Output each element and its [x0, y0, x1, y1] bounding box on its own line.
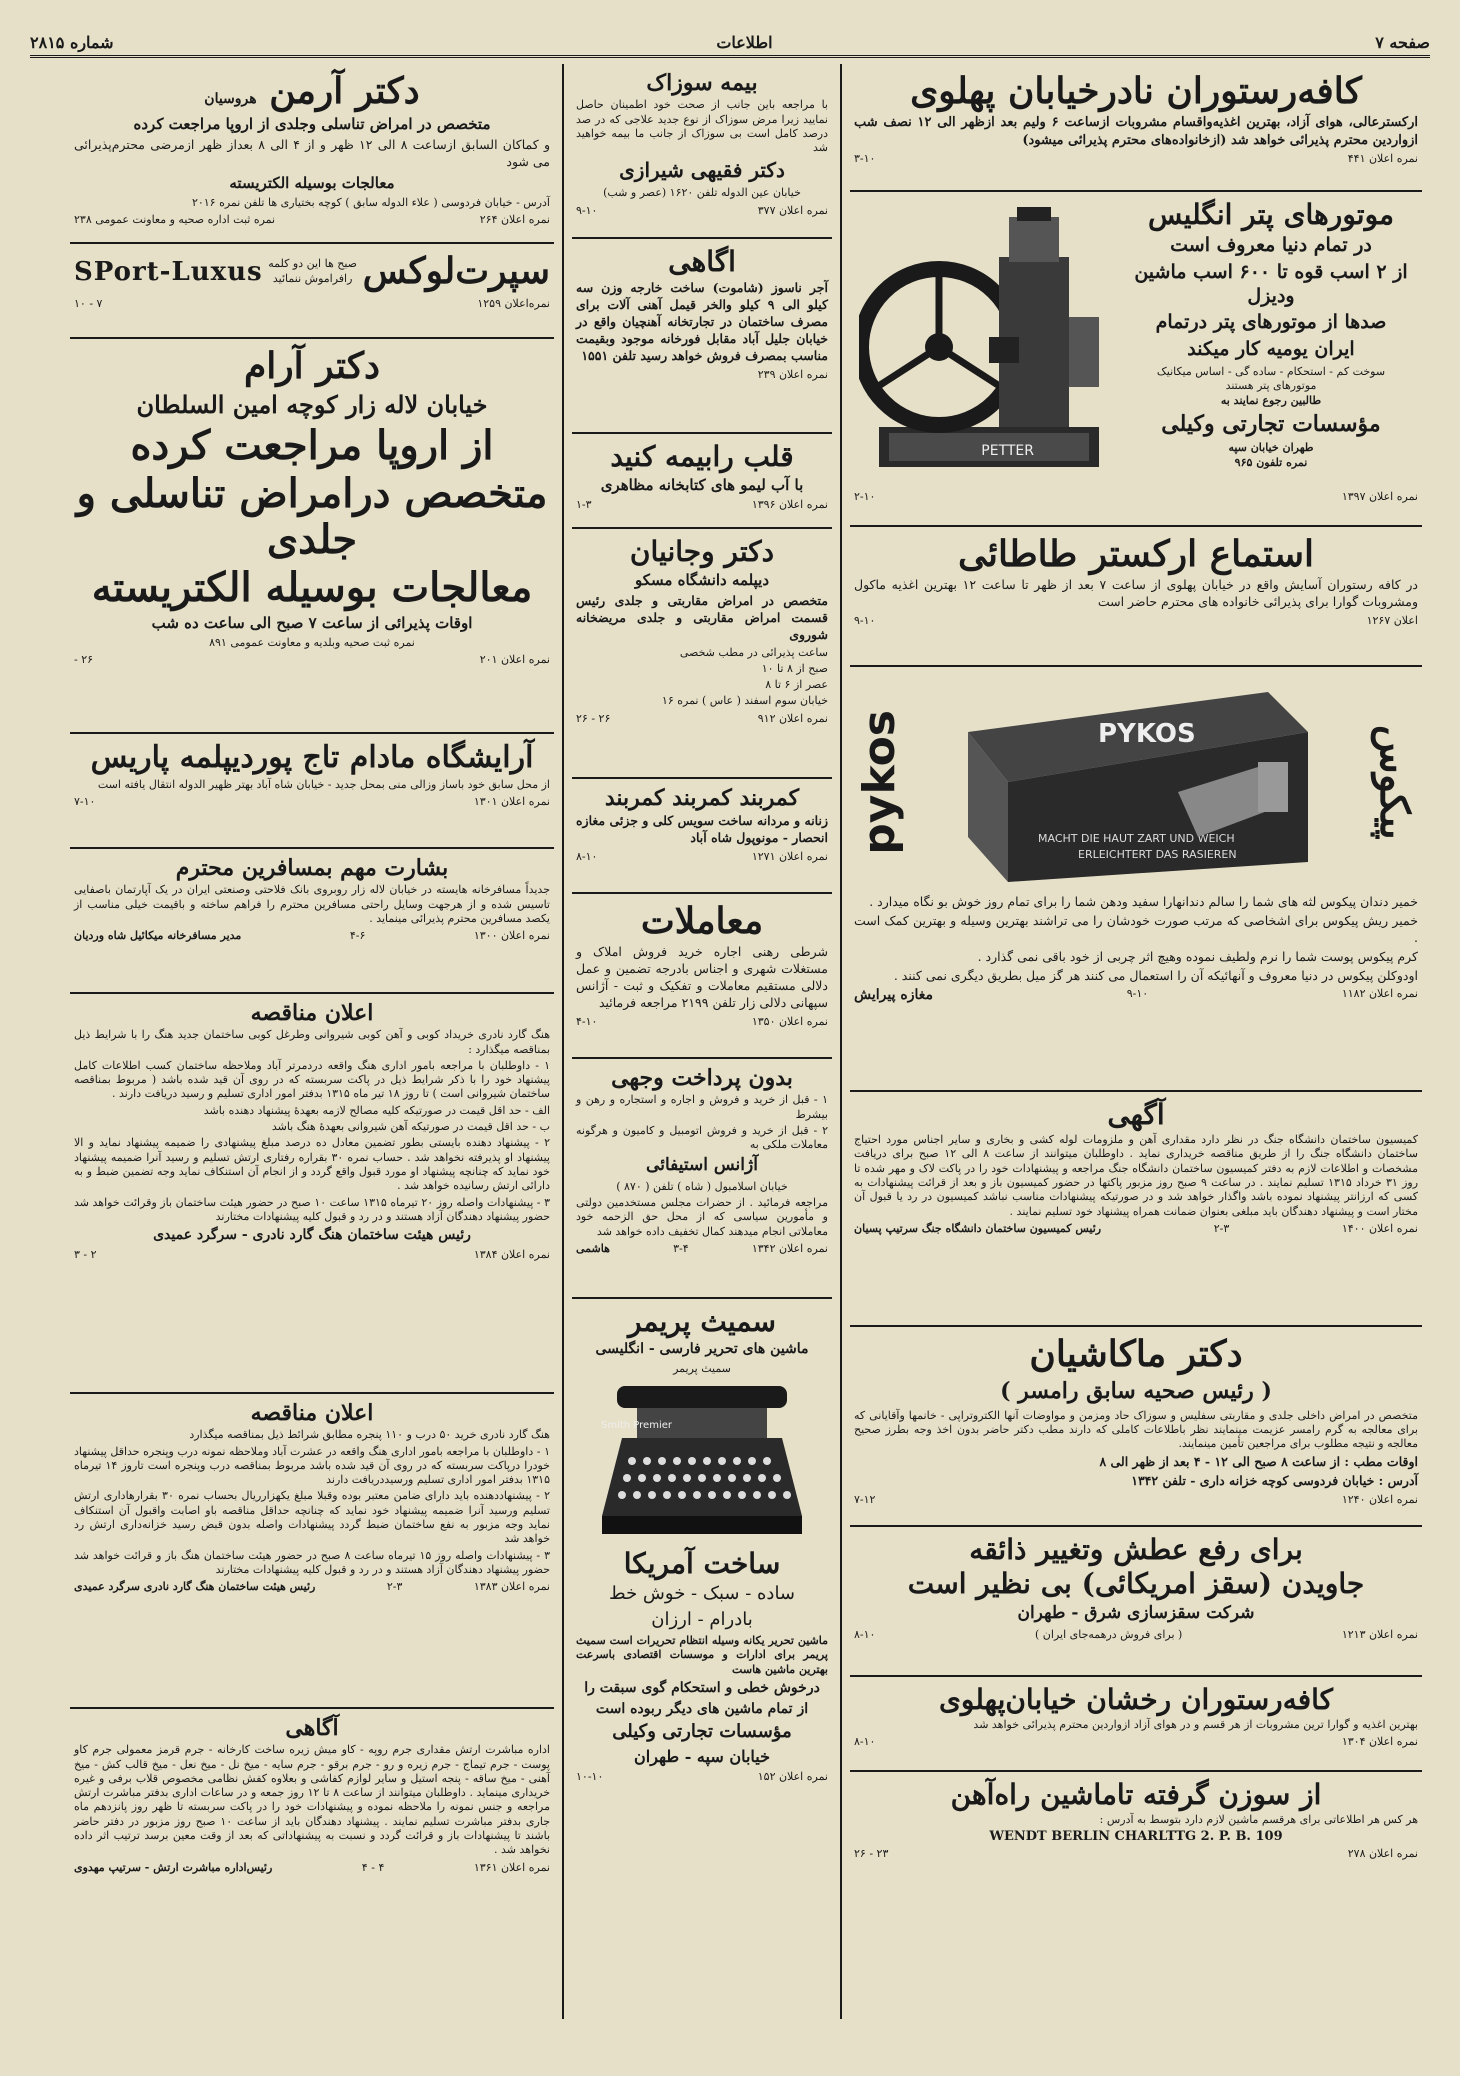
ad-line: سوخت کم - استحکام - ساده گی - اساس میکانیک	[1156, 364, 1386, 378]
ad-title: قلب رابیمه کنید	[610, 440, 794, 473]
ad-body: ارکسترعالی، هوای آزاد، بهترین اغذیه‌واقسام مشروبات ازساعت ۶ ولیم بعد ازظهر الی ۱۲ نصف شب ازواردین محترم پذیرائی خواهد شد (ازخانواده‌های محترم پذیرائی میشود)	[854, 115, 1418, 148]
ad-body: زنانه و مردانه ساخت سویس کلی و جزئی مغازه انحصار - مونوپول شاه آباد	[576, 813, 828, 846]
ad-dr-aram	[70, 339, 554, 734]
diploma: دیپلمه دانشگاه مسکو	[634, 571, 770, 590]
brand-persian: سمیث پریمر	[673, 1361, 731, 1375]
ad-transactions	[572, 894, 832, 1059]
ad-title: کافه‌رستوران رخشان خیابان‌پهلوی	[939, 1683, 1333, 1716]
ad-body: خمیر دندان پیکوس لثه های شما را سالم دندانهارا سفید ودهن شما را برای تمام روز خوش بو نگاه میدارد .	[869, 894, 1418, 909]
ad-number: نمره اعلان ۲۳۹	[757, 367, 828, 381]
ad-dr-makashian	[850, 1327, 1422, 1527]
ad-title: بشارت مهم بمسافرین محترم	[175, 855, 449, 881]
sport-tagline	[268, 257, 357, 286]
box-text: ERLEICHTERT DAS RASIEREN	[1078, 848, 1237, 861]
paper-name: اطلاعات	[716, 33, 773, 52]
ad-number: نمره اعلان ۱۳۹۷	[1341, 490, 1418, 503]
office-hours: اوقات مطب : از ساعت ۸ صبح الی ۱۲ - ۴ بعد از ظهر الی ۸	[1099, 1453, 1418, 1469]
engine-text	[1124, 197, 1418, 487]
tagline-line: صبح ها این دو کلمه	[268, 257, 358, 271]
ad-clause: ب - حد اقل قیمت در صورتیکه آهن شیروانی بعهدهٔ هنگ باشد	[271, 1120, 550, 1134]
ad-body: اودوکلن پیکوس در دنیا معروف و آنهائیکه آن را استعمال می کنند هر گز میل بطریق دیگری نمی کنند .	[893, 967, 1418, 983]
ad-insurance	[572, 64, 832, 239]
ad-body: در کافه رستوران آسایش واقع در خیابان پهلوی از ساعت ۷ بعد از ظهر تا ساعت ۱۲ بهترین اغذیه ماکول ومشروبات گوارا برای پذیرائی خانواده های محترم حاضر است	[854, 577, 1418, 610]
ad-notice-university	[850, 1092, 1422, 1327]
ad-footer	[854, 1222, 1418, 1235]
ad-number: نمره اعلان ۱۳۴۲	[751, 1241, 828, 1255]
sport-latin-logo: SPort-Luxus	[74, 256, 263, 287]
ad-tender-2	[70, 1394, 554, 1709]
ad-belts	[572, 779, 832, 894]
ad-body: ماشین تحریر یکانه وسیله انتظام تحریرات است سمیث پریمر برای ادارات و موسسات اقتصادی باسرعت بهترین ماشین هاست	[576, 1634, 828, 1676]
ad-body: جدیداً مسافرخانه هایسته در خیابان لاله زار روبروی بانک فلاحتی وصنعتی ایران در یک آپارتمان باصفایی تاسیس شده و از هرجهت وسایل راحتی مسافرین محترم را فراهم ساخته و باقیمت خیلی مناسب از یکصد مسافرین محترم پذیرائی مینماید .	[74, 883, 550, 925]
sport-layout	[74, 249, 550, 294]
hours-evening: عصر از ۶ تا ۸	[765, 678, 828, 692]
ad-code: ۹-۱۰	[1126, 987, 1149, 1001]
ad-body: از محل سابق خود باساز وزالی منی بمحل جدید - خیابان شاه آباد بهتر ظهیر الدوله انتقال یافته است	[97, 777, 550, 791]
ad-title: سمیث پریمر	[627, 1305, 776, 1338]
ad-number: نمره اعلان ۱۱۸۲	[1341, 987, 1418, 1001]
ad-code: ۱۰-۱۰	[576, 1769, 604, 1783]
typewriter-plate: Smith Premier	[601, 1419, 672, 1431]
address: خیابان عین الدوله تلفن ۱۶۲۰ (عصر و شب)	[603, 186, 801, 200]
doctor-surname: هروسیان	[204, 91, 257, 107]
ad-footer	[854, 1628, 1418, 1641]
ad-code: ۸-۱۰	[854, 1627, 876, 1641]
made-in: ساخت آمریکا	[623, 1546, 781, 1580]
ad-title	[74, 71, 550, 112]
registration: نمره ثبت اداره صحیه و معاونت عمومی ۲۳۸	[74, 212, 276, 226]
ad-travelers	[70, 849, 554, 994]
ad-title: بیمه سوزاک	[646, 70, 758, 96]
toothpaste-box-icon	[928, 672, 1348, 892]
ad-code: ۲-۳	[386, 1580, 403, 1594]
ad-footer	[854, 614, 1418, 627]
ad-number: اعلان ۱۲۶۷	[1366, 614, 1418, 628]
newspaper-page	[30, 28, 1430, 2018]
ad-title: کافه‌رستوران نادرخیابان پهلوی	[910, 70, 1362, 112]
ad-orchestra	[850, 527, 1422, 667]
column-right	[840, 64, 1430, 2019]
petter-engine-illustration	[854, 197, 1124, 487]
ad-footer	[854, 1735, 1418, 1748]
pykos-product-illustration	[905, 672, 1371, 892]
ad-number: نمره‌اعلان ۱۲۵۹	[477, 297, 550, 311]
ad-code: ۷-۱۲	[854, 1492, 876, 1506]
ad-dr-armen	[70, 64, 554, 244]
ad-title: از سوزن گرفته تاماشین راه‌آهن	[950, 1778, 1322, 1811]
tagline-line: رافراموش ننمائید	[272, 271, 353, 285]
pykos-persian-vertical: پیکوس	[1371, 724, 1418, 840]
ad-footer	[74, 1580, 550, 1593]
ad-title: آگاهی	[285, 1715, 339, 1741]
ad-number: نمره اعلان ۱۳۰۴	[1341, 1735, 1418, 1749]
ad-notice-army	[70, 1709, 554, 1909]
ad-footer	[854, 1847, 1418, 1860]
company-address: طهران خیابان سپه	[1228, 441, 1314, 455]
ad-footer	[74, 297, 550, 310]
box-text: MACHT DIE HAUT ZART UND WEICH	[1038, 832, 1235, 845]
ad-title: اعلان مناقصه	[250, 1000, 374, 1026]
ad-intro: هنگ گارد نادری خرید ۵۰ درب و ۱۱۰ پنجره مطابق شرائط ذیل بمناقصه میگذارد	[189, 1428, 550, 1442]
ad-salon	[70, 734, 554, 849]
ad-petter-engines	[850, 192, 1422, 527]
typewriter-illustration	[576, 1376, 828, 1546]
engine-icon	[859, 197, 1119, 487]
ad-footer	[854, 490, 1418, 503]
ad-body: شرطی رهنی اجاره خرید فروش املاک و مستغلات شهری و اجناس بادرجه تضمین و عمل دلالی مستقیم معاملات و تفکیک و ثبت - آژانس سپهانی دلالی زار تلفن ۲۱۹۹ مراجعه فرمائید	[576, 944, 828, 1011]
ad-title: آرایشگاه مادام تاج پوردیپلمه پاریس	[90, 740, 534, 775]
ad-tender-1	[70, 994, 554, 1394]
ad-body: کمیسیون ساختمان دانشگاه جنگ در نظر دارد مقداری آهن و ملزومات لوله کشی و بخاری و سایر اجناس مورد احتیاج ساختمان دانشگاه جنگ را از طریق مناقصه خریداری نماید . داوطلبان میتوانند از ساعت ۸ الی ۱۲ صبح برای دریافت مشخصات و اطلاعات لازم به دفتر کمیسیون ساختمان دانشگاه جنگ مراجعه و پیشنهادات خود را در پاکت لاک و مهر شده تا روز ۳۱ خرداد ۱۳۱۵ تسلیم نمایند . در ساعت ۹ صبح روز مزبور پاکتها در حضور کمیسیون باز و بعد از قرائت پیشنهادات به کسی که ارزانتر پیشنهاد نموده باشد واگذار خواهد شد و در صورتیکه پیشنهادات مناسب نباشد کمیسیون در رد یا قبول آن مختار است و پیشنهاد دهندگان باید مبلغی بعنوان ضمانت همراه پیشنهاد خود تسلیم نمایند .	[854, 1133, 1419, 1218]
ad-signature: رئیس کمیسیون ساختمان دانشگاه جنگ سرتیپ پسیان	[854, 1221, 1102, 1235]
ad-signature: رئیس هیئت ساختمان هنگ گارد نادری - سرگرد عمیدی	[153, 1227, 471, 1244]
ad-clause: ۱ - داوطلبان با مراجعه بامور اداری هنگ واقعه در عشرت آباد وملاحظه نمونه درب وپنجره حداقل پیشنهاد خودرا درپاکت سربسته که در روی آن قید شده باشد مربوط بمناقصه درب وپنجره است تاروز ۱۴ تیرماه ۱۳۱۵ بدفتر امور اداری تسلیم ورسیددریافت دارند	[74, 1444, 550, 1487]
ad-line: طالبین رجوع نمایند به	[1220, 393, 1322, 407]
ad-footer	[854, 987, 1418, 1003]
ad-title: بدون پرداخت وجهی	[611, 1065, 793, 1091]
ad-code: ۲۶ - ۲۶	[576, 711, 611, 725]
ad-footer	[74, 1861, 550, 1874]
office-hours: اوقات پذیرائی از ساعت ۷ صبح الی ساعت ده شب	[151, 614, 473, 633]
ad-footer	[576, 204, 828, 217]
features-line: ساده - سبک - خوش خط	[608, 1583, 796, 1605]
ad-code: ۳-۴	[673, 1241, 689, 1255]
ad-footer	[576, 850, 828, 863]
ad-number: نمره اعلان ۱۲۱۳	[1341, 1627, 1418, 1641]
pykos-layout	[854, 672, 1418, 892]
ad-cafe-rakhshan	[850, 1677, 1422, 1772]
ad-code: ۲-۳	[1213, 1221, 1230, 1235]
ad-number: نمره اعلان ۱۳۹۶	[751, 497, 828, 511]
doctor-title: دکتر آرمن	[269, 70, 420, 112]
agency-address: خیابان اسلامبول ( شاه ) تلفن ( ۸۷۰ )	[616, 1179, 788, 1193]
company-name: مؤسسات تجارتی وکیلی	[612, 1721, 792, 1743]
ad-title: کمربند کمربند کمربند	[604, 785, 800, 811]
ad-code: ۱-۳	[576, 497, 592, 511]
ad-body: آجر ناسوز (شاموت) ساخت خارجه وزن سه کیلو الی ۹ کیلو والخر قیمل آهنی آلات برای مصرف ساختمان در تجارتخانه آهنچیان واقع در خیابان جلیل آباد مقابل فورخانه موجود وبقیمت مناسب بمصرف فروش خواهد رسید تلفن ۱۵۵۱	[576, 280, 828, 363]
ad-signature: مدیر مسافرخانه میکائیل شاه وردیان	[74, 929, 242, 943]
pykos-latin-vertical: pykos	[854, 709, 905, 855]
ad-line: صدها از موتورهای پتر درتمام	[1155, 311, 1387, 334]
ad-item: ۱ - قبل از خرید و فروش و اجاره و استجاره و رهن و بیشرط	[576, 1093, 828, 1121]
ad-body: کرم پیکوس پوست شما را نرم ولطیف نموده وهیچ اثر چربی از خود باقی نمی گذارد .	[977, 948, 1418, 964]
company-phone: نمره تلفون ۹۶۵	[1234, 455, 1308, 469]
ad-code: ۲۶ -	[74, 653, 94, 667]
ad-footer	[576, 712, 828, 725]
masthead	[30, 28, 1430, 58]
ad-item: ۲ - قبل از خرید و فروش اتومبیل و کامیون و هرگونه معاملات ملکی به	[576, 1123, 828, 1152]
ad-title: اگاهی	[668, 245, 736, 278]
ad-footer	[576, 498, 828, 511]
ad-lemonade	[572, 434, 832, 529]
ad-number: نمره اعلان ۲۷۸	[1347, 1847, 1418, 1861]
ad-signature: رئیس هیئت ساختمان هنگ گارد نادری سرگرد عمیدی	[74, 1580, 316, 1594]
ad-number: نمره اعلان ۱۳۰۱	[473, 794, 550, 808]
ad-body: اداره مباشرت ارتش مقداری جرم روپه - کاو میش زیره ساخت کارخانه - جرم قرمز معمولی جرم کاو پوست - جرم تیماج - جرم زیره و رو - جرم برقو - جرم سایه - میخ نل - میخ نعل - میخ قالب کش - میخ آهنی - میخ ساقه - پنجه استیل و سایر لوازم کفاشی و بعلاوه کفش نظامی مخصوص قلاب برفی و غیره خریداری مینماید . داوطلبان میتوانند از ساعت ۸ تا ۱۲ روز جمعه و در ساعات اداری بدفتر مباشرت ارتش مراجعه و جنس نمونه را ملاحظه نموده و پیشنهادات خود را در پاکت سربسته تا ظهر روز پانزدهم ماه جاری بدفتر مباشرت تسلیم نمایند . پیشنهاد دهندگان باید از ساعت ۱۰ صبح روز مزبور در دفتر حاضر باشند تا پیشنهادات باز و قرائت گردد و نسبت به پیشنهاداتی که بعد از وقت معین برسد ترتیب اثر داده نخواهد شد .	[74, 1743, 551, 1857]
ad-body: بهترین اغذیه و گوارا ترین مشروبات از هر قسم و در هوای آزاد ازواردین محترم پذیرائی خواهد شد	[973, 1718, 1418, 1732]
company-name: شرکت سقزسازی شرق - طهران	[1017, 1603, 1255, 1624]
ad-clause: ۲ - پیشنهاددهنده باید دارای ضامن معتبر بوده وقبلا مبلغ یکهزارریال بحساب نمره ۳۰ بقرارهاداری ارتش تسلیم ورسید آنرا ضمیمه پیشنهاد خود نماید که چنانچه حداقل مناقصه باو اصابت واقبول آن استنکاف نماید وجه مزبور به نفع ساختمان ضبط گردد پیشنهادات واصله بدون قبض رسید خزانه‌داری ارتش رد خواهد شد	[74, 1489, 550, 1546]
ad-title: آگهی	[1107, 1098, 1165, 1131]
company-name: مؤسسات تجارتی وکیلی	[1161, 410, 1381, 437]
ad-body: متخصص در امراض داخلی جلدی و مقاربتی سفلیس و سوزاک حاد ومزمن و مواوضات آنها الکتروتراپی - خانمها وآقایانی که برای معالجه به گرم رامسر عزیمت مینمایند نظر باطلاعات کاملی که دارند مطب دکتر حاضر بدون اخذ وجه بطرز صحیح معالجه و نتیجه مطلوب برای مراجعین تأمین مینمایند.	[854, 1408, 1418, 1451]
ad-footer	[74, 1248, 550, 1261]
ad-number: نمره اعلان ۱۳۸۳	[473, 1580, 550, 1594]
ad-footer	[74, 213, 550, 226]
ad-smith-premier	[572, 1299, 832, 1819]
ad-footer	[576, 1770, 828, 1783]
ad-line: متخصص درامراض تناسلی و جلدی	[76, 470, 548, 564]
ad-body: با مراجعه باین جانب از صحت خود اطمینان حاصل نمایید زیرا مرض سوزاک از نوع جدید علاجی که در صد درصد کامل است بی سوزاک از جانب ما بیمه خواهید شد	[576, 98, 828, 155]
ad-number: نمره اعلان ۱۵۲	[757, 1769, 828, 1783]
ad-clause: ۲ - پیشنهاد دهنده بایستی بطور تضمین معادل ده درصد مبلغ پیشنهادی را ضمیمه پیشنهاد نماید و الا پیشنهاد او پذیرفته نخواهد شد . حساب نمره ۳۰ بقراره رفتاری ارتش تسلیم و رسید آنرا ضمیمه پیشنهاد خود نماید که چنانچه پیشنهاد او مورد قبول واقع گردد و از انجام آن استنکاف نماید وجه تضمین ضبط و به دارائی ارتش رسانیده خواهد شد .	[74, 1136, 550, 1193]
ad-signature: هاشمی	[576, 1241, 610, 1255]
agency-name: آژانس استیفائی	[646, 1155, 758, 1176]
ad-line: از ۲ اسب قوه تا ۶۰۰ اسب ماشین ودیزل	[1134, 260, 1408, 307]
engine-plate: PETTER	[981, 443, 1034, 459]
engine-layout	[854, 197, 1418, 487]
column-middle	[562, 64, 840, 2019]
ad-code: ۸-۱۰	[576, 850, 598, 864]
column-left	[62, 64, 562, 2019]
ad-line: معالجات بوسیله الکتریسته	[91, 564, 533, 612]
ad-number: نمره اعلان ۹۱۲	[757, 711, 828, 725]
ad-clause: ۱ - داوطلبان با مراجعه بامور اداری هنگ واقعه دردمرتر آباد وملاحظه ساختمان کسب اطلاعات کامل پیشنهاد خود را با ذکر شرایط ذیل در پاکت سربسته که در روی آن قید شده باشد ( مربوط بمناقصه ساختمان شیروانی است ) تا روز ۱۸ تیر ماه ۱۳۱۵ بدفتر امور اداری تسلیم و رسید دریافت دارند .	[74, 1058, 550, 1101]
ad-number: نمره اعلان ۱۲۷۱	[751, 850, 828, 864]
ad-code: ۴ - ۴	[361, 1860, 385, 1874]
ad-title: اعلان مناقصه	[250, 1400, 374, 1426]
ad-code: ۴-۱۰	[576, 1014, 598, 1028]
ad-code: ۳-۱۰	[854, 152, 876, 166]
ad-footer	[576, 368, 828, 381]
visiting-label: ساعت پذیرائی در مطب شخصی	[679, 645, 828, 659]
ad-line: ایران یومیه کار میکند	[1187, 338, 1355, 361]
ad-number: نمره اعلان ۳۷۷	[757, 203, 828, 217]
ad-footer	[854, 1493, 1418, 1506]
ad-cafe-pahlavi	[850, 64, 1422, 192]
ad-number: نمره اعلان ۲۰۱	[479, 653, 550, 667]
ad-number: نمره اعلان ۱۳۸۴	[473, 1247, 550, 1261]
ad-code: ۲-۱۰	[854, 490, 876, 503]
ad-dr-vartanian	[572, 529, 832, 779]
ad-title: موتورهای پتر انگلیس	[1147, 198, 1395, 231]
ad-sport-luxus	[70, 244, 554, 339]
shop-name: مغازه پیرایش	[854, 987, 933, 1004]
ad-pykos	[850, 667, 1422, 1092]
ad-line: از تمام ماشین های دیگر ربوده است	[595, 1700, 809, 1717]
ad-no-payment	[572, 1059, 832, 1299]
ad-footer	[74, 795, 550, 808]
ad-footer	[576, 1015, 828, 1028]
ad-title: دکتر وجانیان	[629, 535, 775, 568]
ad-number: نمره اعلان ۱۳۰۰	[473, 929, 550, 943]
office-address: آدرس : خیابان فردوسی کوچه خزانه داری - تلفن ۱۳۴۲	[1131, 1472, 1418, 1488]
features-line: بادرام - ارزان	[651, 1608, 753, 1630]
ad-code: ۹-۱۰	[854, 614, 876, 628]
ad-body: خمیر ریش پیکوس برای اشخاصی که مرتب صورت خودشان را می تراشند بهترین وسیله و بهترین کمک است .	[854, 912, 1418, 945]
ad-number: نمره اعلان ۱۴۰۰	[1341, 1221, 1418, 1235]
ad-number: نمره اعلان ۱۳۵۰	[751, 1014, 828, 1028]
address: خیابان سوم اسفند ( عاس ) نمره ۱۶	[661, 694, 828, 708]
hours-morning: صبح از ۸ تا ۱۰	[761, 661, 828, 675]
ad-code: ۲۳ - ۲۶	[854, 1847, 889, 1861]
ad-title: معاملات	[640, 900, 764, 942]
ad-clause: ۳ - پیشنهادات واصله روز ۱۵ تیرماه ساعت ۸ صبح در حضور هیئت ساختمان هنگ باز و قرائت خواهد شد حضور پیشنهاد دهندگان آزاد هستند و در رد و قبول کلیه پیشنهادات مختارند	[74, 1548, 550, 1576]
ad-footer	[74, 653, 550, 666]
address-latin: WENDT BERLIN CHARLTTG 2. P. B. 109	[989, 1829, 1283, 1845]
doctor-name: دکتر فقیهی شیرازی	[619, 158, 785, 183]
ad-code: ۸-۱۰	[854, 1735, 876, 1749]
ad-title: سپرت‌لوکس	[362, 250, 550, 292]
ad-code: ۷-۱۰	[74, 794, 96, 808]
ad-line: برای رفع عطش وتغییر ذائقه	[969, 1533, 1303, 1566]
ad-line: از اروپا مراجعت کرده	[130, 422, 494, 470]
ad-notice-pipes	[572, 239, 832, 434]
ad-note: ( برای فروش درهمه‌جای ایران )	[1035, 1627, 1183, 1641]
ad-chewing-gum	[850, 1527, 1422, 1677]
ad-intro: هنگ گارد نادری خریداد کوبی و آهن کوبی شیروانی وطرغل کوبی ساختمان جدید هنگ را با شرایط ذیل بمناقصه میگذارد :	[74, 1028, 550, 1056]
ad-number: نمره اعلان ۴۴۱	[1347, 152, 1418, 166]
ad-code: ۷ - ۱۰	[74, 297, 103, 311]
ad-clause: ۳ - پیشنهادات واصله روز ۲۰ تیرماه ۱۳۱۵ ساعت ۱۰ صبح در حضور هیئت ساختمان باز وقرائت خواهد شد حضور پیشنهاد دهندگان آزاد هستند و در رد و قبول کلیه پیشنهادات مختارند	[74, 1195, 550, 1223]
ad-body: مراجعه فرمائید . از حضرات مجلس مستخدمین دولتی و مأمورین سیاسی که از محل حق الزحمه خود معاملاتی انجام میدهند کمال تخفیف داده خواهد شد	[576, 1196, 828, 1238]
ad-subtitle: متخصص در امراض تناسلی وجلدی از اروپا مراجعت کرده	[133, 115, 491, 134]
ad-code: ۲ - ۳	[74, 1247, 97, 1261]
ad-footer	[74, 929, 550, 942]
ad-signature: رئیس‌اداره مباشرت ارتش - سرتیپ مهدوی	[74, 1860, 273, 1874]
ad-number: نمره اعلان ۱۲۴۰	[1341, 1492, 1418, 1506]
ad-line: درخوش خطی و استحکام گوی سبقت را	[584, 1680, 820, 1697]
address: آدرس - خیابان فردوسی ( علاء الدوله سابق ) کوچه بختیاری ها تلفن نمره ۲۰۱۶	[191, 195, 550, 209]
page-number: صفحه ۷	[1375, 33, 1430, 52]
ad-body: هر کس هر اطلاعاتی برای هرقسم ماشین لازم دارد بتوسط به آدرس :	[1099, 1813, 1418, 1827]
ad-railway	[850, 1772, 1422, 1877]
ad-title: استماع ارکستر طاطائی	[958, 533, 1314, 575]
ad-subtitle: با آب لیمو های کتابخانه مظاهری	[600, 476, 804, 495]
ad-code: ۴-۶	[349, 929, 366, 943]
ad-code: ۹-۱۰	[576, 203, 598, 217]
box-brand: PYKOS	[1098, 719, 1196, 749]
ad-line: موتورهای پتر هستند	[1225, 379, 1317, 393]
ad-footer	[576, 1242, 828, 1255]
ad-title: دکتر آرام	[243, 345, 381, 387]
ad-body: و کماکان السابق ازساعت ۸ الی ۱۲ ظهر و از ۴ الی ۸ بعداز ظهر ازمرضی محترم‌پذیرائی می شود	[74, 137, 551, 170]
ad-body: متخصص در امراض مقاربتی و جلدی رئیس قسمت امراض مقاربتی و جلدی مریضخانه شوروی	[576, 592, 828, 642]
ad-clause: الف - حد اقل قیمت در صورتیکه کلیه مصالح لازمه بعهدهٔ پیشنهاد دهنده باشد	[203, 1103, 550, 1117]
ad-number: نمره اعلان ۱۳۶۱	[473, 1860, 550, 1874]
ad-line: جاویدن (سقز امریکائی) بی نظیر است	[907, 1567, 1365, 1601]
issue-number: شماره ۲۸۱۵	[30, 33, 114, 52]
ad-subtitle: ( رئیس صحیه سابق رامسر )	[1000, 1378, 1272, 1405]
columns	[30, 64, 1430, 2019]
ad-footer	[854, 152, 1418, 165]
treatment: معالجات بوسیله الکتریسته	[229, 173, 395, 192]
address: خیابان لاله زار کوچه امین السلطان	[136, 390, 488, 420]
ad-line: در تمام دنیا معروف است	[1170, 234, 1372, 257]
ad-title: دکتر ماکاشیان	[1029, 1333, 1243, 1375]
registration: نمره ثبت صحیه وبلدیه و معاونت عمومی ۸۹۱	[209, 636, 415, 650]
typewriter-icon	[592, 1376, 812, 1546]
ad-number: نمره اعلان ۲۶۴	[479, 212, 550, 226]
ad-subtitle: ماشین های تحریر فارسی - انگلیسی	[595, 1341, 809, 1358]
company-address: خیابان سپه - طهران	[634, 1746, 770, 1766]
